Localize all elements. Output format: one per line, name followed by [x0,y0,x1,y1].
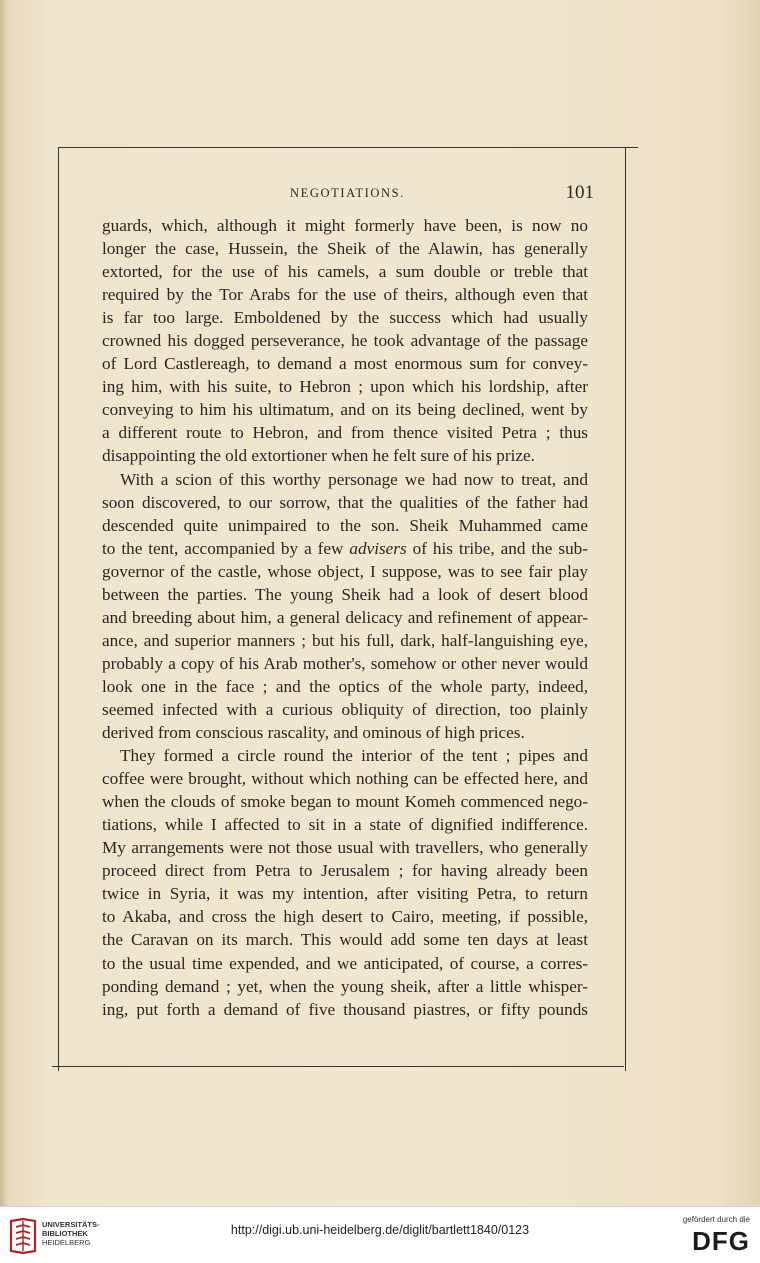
paragraph-start-line: They formed a circle round the interior of the tent ; pipes and [120,746,588,766]
text-line: twice in Syria, it was my intention, after visiting Petra, to return [102,884,588,904]
running-title: NEGOTIATIONS. [290,186,405,200]
text-line: My arrangements were not those usual with travellers, who generally [102,838,588,858]
line-segment: of his tribe, and the sub- [406,538,588,558]
text-line: required by the Tor Arabs for the use of theirs, although even that [102,285,588,305]
permalink-url[interactable]: http://digi.ub.uni-heidelberg.de/diglit/bartlett1840/0123 [230,1223,530,1237]
text-line: derived from conscious rascality, and ominous of high prices. [102,723,525,743]
top-rule [58,147,638,148]
digitization-footer [0,1206,760,1263]
text-line: between the parties. The young Sheik had a look of desert blood [102,584,588,604]
text-line: guards, which, although it might formerly have been, is now no [102,216,588,235]
text-line: look one in the face ; and the optics of the whole party, indeed, [102,676,588,696]
text-line: is far too large. Emboldened by the success which had usually [102,308,588,328]
text-line: tiations, while I affected to sit in a state of dignified indifference. [102,815,588,835]
text-line: seemed infected with a curious obliquity of direction, too plainly [102,699,588,719]
text-line: probably a copy of his Arab mother's, somehow or other never would [102,653,588,673]
text-line: longer the case, Hussein, the Sheik of the Alawin, has generally [102,239,588,259]
page-number: 101 [565,182,594,203]
institution-line: UNIVERSITÄTS- [42,1220,100,1229]
text-line: a different route to Hebron, and from thence visited Petra ; thus [102,423,588,443]
text-line: soon discovered, to our sorrow, that the qualities of the father had [102,492,588,512]
text-line: and breeding about him, a general delicacy and refinement of appear- [102,607,588,627]
institution-name [42,1220,152,1247]
text-line: crowned his dogged perseverance, he took advantage of the passage [102,331,588,351]
text-line: disappointing the old extortioner when he felt sure of his prize. [102,446,535,466]
funder-label: gefördert durch die [682,1215,750,1224]
text-line: coffee were brought, without which nothing can be effected here, and [102,769,588,789]
text-line: ing him, with his suite, to Hebron ; upon which his lordship, after [102,377,588,397]
institution-line: BIBLIOTHEK [42,1229,88,1238]
text-line: the Caravan on its march. This would add some ten days at least [102,930,588,950]
institution-line: HEIDELBERG [42,1238,91,1247]
text-line: ponding demand ; yet, when the young sheik, after a little whisper- [102,976,588,996]
body-text [102,214,588,1021]
text-line: when the clouds of smoke began to mount Komeh commenced nego- [102,792,588,812]
text-line: conveying to him his ultimatum, and on its being declined, went by [102,400,588,420]
text-line: to the usual time expended, and we anticipated, of course, a corres- [102,953,588,973]
dfg-logo: DFG [692,1226,750,1256]
text-line: to Akaba, and cross the high desert to Cairo, meeting, if possible, [102,907,588,927]
paragraph-start-line: With a scion of this worthy personage we had now to treat, and [120,469,588,489]
text-line: proceed direct from Petra to Jerusalem ; for having already been [102,861,588,881]
text-line: descended quite unimpaired to the son. Sheik Muhammed came [102,515,588,535]
text-line: governor of the castle, whose object, I suppose, was to see fair play [102,561,588,581]
university-library-logo-icon [8,1217,38,1255]
page-edge-shadow [0,0,8,1206]
text-line-with-italic [102,537,588,560]
italic-word: advisers [349,538,407,558]
text-line: of Lord Castlereagh, to demand a most enormous sum for convey- [102,354,588,374]
line-segment: to the tent, accompanied by a few [102,538,350,558]
bottom-rule [52,1066,624,1067]
text-line: extorted, for the use of his camels, a sum double or treble that [102,262,588,282]
running-head [102,182,594,206]
text-line: ing, put forth a demand of five thousand piastres, or fifty pounds [102,999,588,1019]
text-line: ance, and superior manners ; but his full, dark, half-languishing eye, [102,630,588,650]
funder-credit [630,1215,750,1254]
